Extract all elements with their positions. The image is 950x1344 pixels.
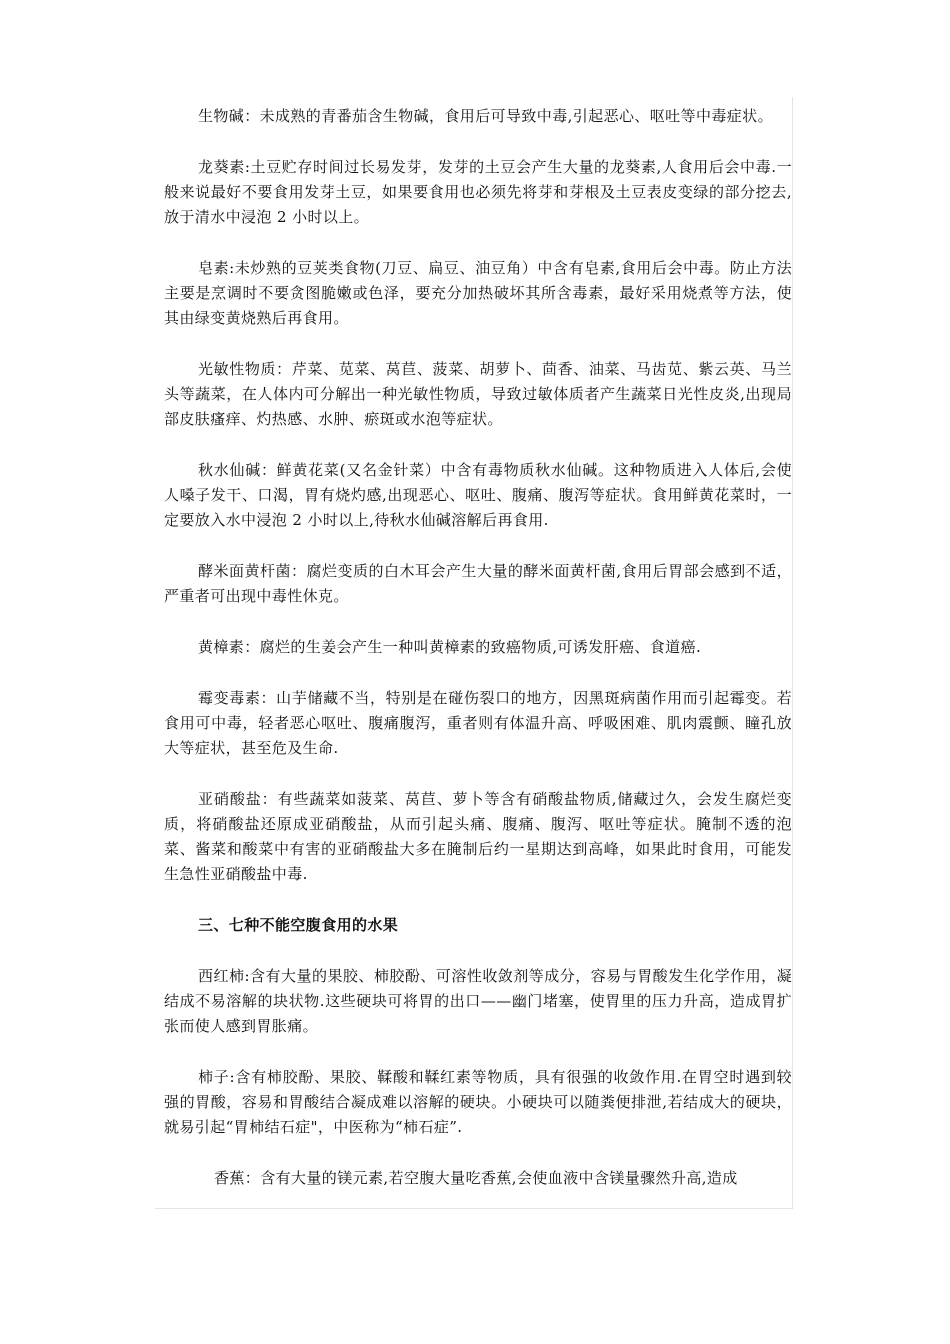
paragraph-saponin: 皂素:未炒熟的豆荚类食物(刀豆、扁豆、油豆角）中含有皂素,食用后会中毒。防止方法主要是烹调时不要贪图脆嫩或色泽，要充分加热破坏其所含毒素，最好采用烧煮等方法，使其由绿变黄烧熟后再食用。	[164, 259, 792, 327]
paragraph-safrole: 黄樟素：腐烂的生姜会产生一种叫黄樟素的致癌物质,可诱发肝癌、食道癌.	[198, 638, 702, 656]
section-heading: 三、七种不能空腹食用的水果	[198, 916, 399, 934]
paragraph-nitrite: 亚硝酸盐：有些蔬菜如菠菜、莴苣、萝卜等含有硝酸盐物质,储藏过久，会发生腐烂变质，将硝酸盐还原成亚硝酸盐，从而引起头痛、腹痛、腹泻、呕吐等症状。腌制不透的泡菜、酱菜和酸菜中有害的亚硝酸盐大多在腌制后约一星期达到高峰，如果此时食用，可能发生急性亚硝酸盐中毒.	[164, 790, 792, 883]
paragraph-bacteria: 酵米面黄杆菌：腐烂变质的白木耳会产生大量的酵米面黄杆菌,食用后胃部会感到不适，严重者可出现中毒性休克。	[164, 562, 792, 605]
paragraph-persimmon: 柿子:含有柿胶酚、果胶、鞣酸和鞣红素等物质，具有很强的收敛作用.在胃空时遇到较强的胃酸，容易和胃酸结合凝成难以溶解的硬块。小硬块可以随粪便排泄,若结成大的硬块，就易引起“胃柿结石症"，中医称为“柿石症”.	[164, 1068, 792, 1136]
document-body	[164, 104, 792, 1217]
paragraph-tomato: 西红柿:含有大量的果胶、柿胶酚、可溶性收敛剂等成分，容易与胃酸发生化学作用，凝结成不易溶解的块状物.这些硬块可将胃的出口——幽门堵塞，使胃里的压力升高，造成胃扩张而使人感到胃胀痛。	[164, 967, 792, 1035]
paragraph-colchicine: 秋水仙碱：鲜黄花菜(又名金针菜）中含有毒物质秋水仙碱。这种物质进入人体后,会使人嗓子发干、口渴，胃有烧灼感,出现恶心、呕吐、腹痛、腹泻等症状。食用鲜黄花菜时，一定要放入水中浸泡 2 小时以上,待秋水仙碱溶解后再食用.	[164, 461, 792, 529]
paragraph-mold-toxin: 霉变毒素：山芋储藏不当，特别是在碰伤裂口的地方，因黑斑病菌作用而引起霉变。若食用可中毒，轻者恶心呕吐、腹痛腹泻，重者则有体温升高、呼吸困难、肌肉震颤、瞳孔放大等症状，甚至危及生命.	[164, 689, 792, 757]
paragraph-solanine: 龙葵素:土豆贮存时间过长易发芽，发芽的土豆会产生大量的龙葵素,人食用后会中毒.一般来说最好不要食用发芽土豆，如果要食用也必须先将芽和芽根及土豆表皮变绿的部分挖去,放于清水中浸泡 2 小时以上。	[164, 158, 792, 226]
paragraph-banana: 香蕉：含有大量的镁元素,若空腹大量吃香蕉,会使血液中含镁量骤然升高,造成	[214, 1169, 738, 1187]
paragraph-photosensitive: 光敏性物质：芹菜、苋菜、莴苣、菠菜、胡萝卜、茴香、油菜、马齿苋、紫云英、马兰头等蔬菜，在人体内可分解出一种光敏性物质，导致过敏体质者产生蔬菜日光性皮炎,出现局部皮肤瘙痒、灼热感、水肿、瘀斑或水泡等症状。	[164, 360, 792, 428]
paragraph-alkaloid: 生物碱：未成熟的青番茄含生物碱，食用后可导致中毒,引起恶心、呕吐等中毒症状。	[198, 107, 773, 125]
